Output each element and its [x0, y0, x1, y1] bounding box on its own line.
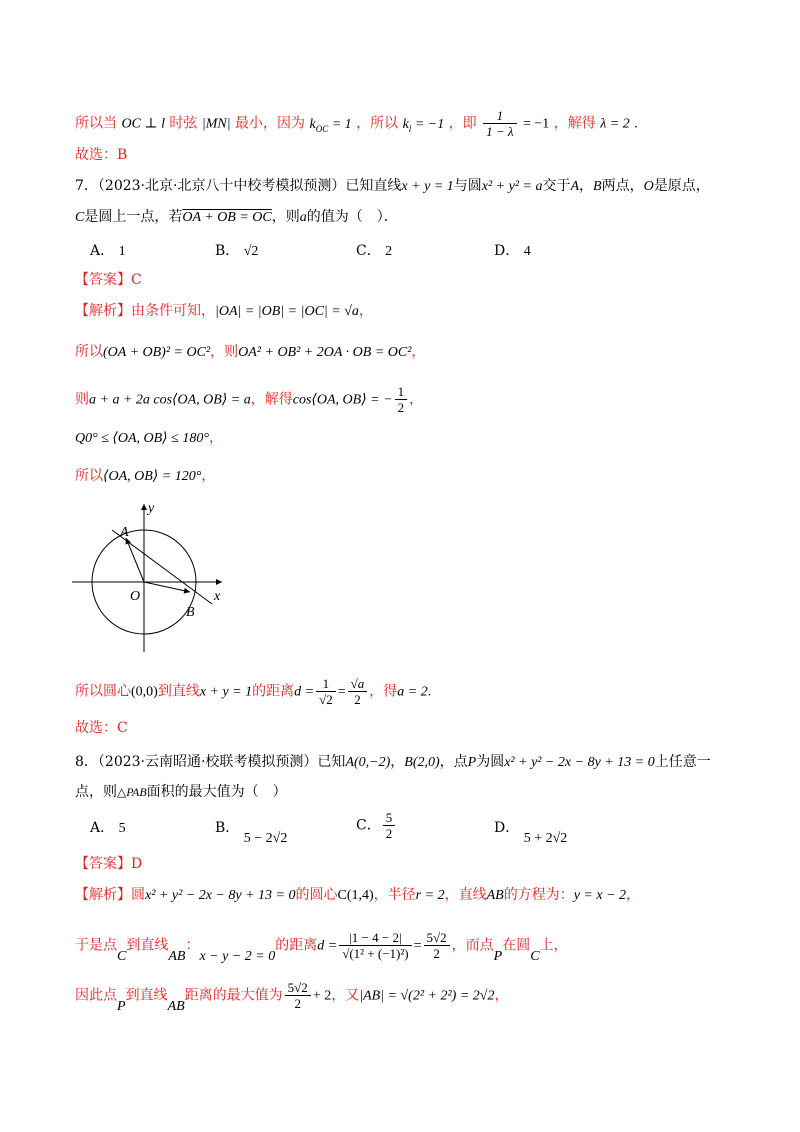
analysis-text: 则	[75, 391, 89, 408]
q7-analysis-step5	[75, 466, 215, 487]
q7-vector-equation: OA + OB = OC	[182, 210, 272, 225]
coordinate-diagram	[72, 496, 242, 656]
analysis-text: ，	[409, 391, 424, 408]
analysis-text: ，	[201, 468, 216, 484]
analysis-text: 的距离	[275, 937, 318, 954]
analysis-math: + 2	[312, 988, 332, 1004]
y-label: y	[148, 501, 155, 516]
analysis-math: ⟨OA, OB⟩ = 120°	[103, 469, 202, 484]
q6-math: OC ⊥ l	[121, 116, 165, 132]
q8-option-d[interactable]: D． 5 + 2√2	[494, 820, 568, 846]
q8-math: A(0,−2)	[345, 755, 391, 770]
q7-circle-figure	[72, 496, 242, 660]
analysis-text: ，得	[369, 683, 398, 700]
q7-analysis-step6	[75, 676, 431, 707]
analysis-math: |AB| = √(2² + 2²) = 2√2	[359, 988, 495, 1004]
analysis-text: 于是点	[75, 937, 117, 954]
q7-analysis-step1	[75, 301, 373, 322]
point-b-label: B	[186, 605, 195, 620]
analysis-text: 的距离	[252, 683, 295, 700]
analysis-text: 因此点	[75, 987, 117, 1004]
analysis-math: a + a + 2a cos⟨OA, OB⟩ = a	[89, 392, 251, 408]
q8-stem-text: ，	[390, 754, 405, 770]
analysis-text: 到直线	[126, 937, 169, 954]
analysis-math: AB	[486, 888, 504, 903]
analysis-math: P	[117, 998, 126, 1014]
q7-stem-text: 两点，	[601, 178, 644, 194]
q8-analysis-step2	[75, 930, 568, 964]
q7-math: A	[570, 179, 580, 194]
analysis-fraction: $\frac{1}{√2}$	[316, 676, 336, 707]
q7-option-c[interactable]: C． 2	[356, 243, 393, 259]
q7-stem-text: 的值为（ ）．	[306, 209, 398, 225]
analysis-math: C	[117, 948, 127, 964]
q7-analysis-step3	[75, 384, 423, 415]
analysis-text: 所以	[75, 344, 103, 360]
q7-math: x + y = 1	[401, 179, 454, 194]
analysis-tag: 【解析】	[75, 887, 131, 903]
q7-option-b[interactable]: B． √2	[215, 243, 259, 259]
analysis-fraction: $\frac{1}{2}$	[395, 384, 408, 415]
q7-math: C	[75, 210, 85, 225]
q7-math: x² + y² = a	[481, 179, 543, 194]
analysis-math: x − y − 2 = 0	[199, 948, 276, 964]
q8-stem-line1	[75, 752, 711, 773]
analysis-text: 所以	[75, 468, 103, 484]
analysis-math: C	[530, 948, 540, 964]
q6-period: .	[634, 116, 638, 132]
q7-stem-text: ，	[579, 178, 594, 194]
analysis-text: ，	[411, 344, 426, 360]
analysis-text: 圆	[131, 887, 145, 903]
analysis-fraction: $\frac{|1 - 4 - 2|}{\text{√(1² + (−1)²)}}$	[339, 930, 411, 961]
analysis-text: ：	[185, 937, 200, 954]
q8-answer: 【答案】D	[75, 856, 143, 872]
q8-stem-text: 8．（2023·云南昭通·校联考模拟预测）已知	[75, 754, 346, 770]
analysis-math: x + y = 1	[199, 684, 253, 700]
q8-option-b[interactable]: B． 5 − 2√2	[215, 820, 288, 846]
analysis-math: AB	[167, 998, 185, 1014]
q8-stem-text: 上任意一	[654, 754, 711, 770]
q7-stem-line2	[75, 207, 398, 228]
q8-stem-text: 为圆	[476, 754, 505, 770]
q6-text: ，所以	[356, 115, 399, 132]
q7-stem-text: 交于	[542, 178, 571, 194]
q6-text: 所以当	[75, 115, 117, 132]
q6-math: λ = 2	[600, 116, 630, 132]
q7-analysis-step2	[75, 342, 425, 363]
analysis-math: Q0° ≤ ⟨OA, OB⟩ ≤ 180°	[75, 431, 209, 446]
analysis-math: d =	[294, 684, 315, 700]
q7-stem-line1	[75, 176, 710, 197]
analysis-text: 的圆心	[295, 887, 338, 903]
analysis-math: a = 2	[397, 684, 428, 700]
q7-stem-text: 与圆	[453, 178, 482, 194]
option-c-fraction: $\frac{5}{2}$	[383, 810, 396, 841]
q6-math: $k_l = -1$	[402, 116, 445, 134]
q7-stem-text: ，则	[271, 209, 300, 225]
q8-math: P	[467, 755, 477, 770]
q8-option-c[interactable]: C． $\frac{5}{2}$	[356, 810, 397, 841]
q7-answer: 【答案】C	[75, 272, 142, 288]
q8-analysis-step3	[75, 980, 509, 1014]
origin-label: O	[130, 589, 141, 604]
q7-choice: 故选：C	[75, 720, 128, 736]
analysis-math: cos⟨OA, OB⟩ = −	[292, 392, 393, 408]
q8-stem-text: ，点	[439, 754, 468, 770]
vector-oa	[126, 538, 144, 582]
analysis-math: y = x − 2	[573, 888, 627, 903]
analysis-math: P	[493, 948, 503, 964]
q6-text: 时弦	[169, 115, 198, 132]
analysis-text: 由条件可知，	[131, 303, 215, 319]
q7-option-a[interactable]: A． 1	[90, 243, 126, 259]
analysis-text: ，	[358, 303, 373, 319]
analysis-text: ，解得	[250, 391, 293, 408]
analysis-math: (OA + OB)² = OC²	[103, 345, 211, 360]
q7-analysis-step4	[75, 428, 223, 449]
analysis-math: =	[413, 938, 422, 954]
analysis-math: =	[337, 684, 346, 700]
analysis-fraction: $\frac{5√2}{2}$	[424, 930, 450, 961]
analysis-text: ，半径	[373, 887, 416, 903]
q6-math: = −1	[522, 116, 550, 132]
analysis-text: 上，	[539, 937, 568, 954]
analysis-text: 距离的最大值为	[184, 987, 283, 1004]
analysis-fraction: $\frac{5√2}{2}$	[285, 980, 311, 1011]
q7-stem-text: 是原点，	[653, 178, 710, 194]
analysis-math: x² + y² − 2x − 8y + 13 = 0	[145, 888, 296, 903]
analysis-text: ，而点	[451, 937, 494, 954]
q6-text: ，即	[448, 115, 477, 132]
q8-stem-line2	[75, 782, 287, 802]
vector-ob	[144, 582, 190, 592]
analysis-text: ，	[494, 987, 509, 1004]
analysis-text: 的方程为：	[503, 887, 574, 903]
analysis-math: (0,0)	[131, 684, 158, 700]
q6-math: |MN|	[201, 116, 231, 132]
analysis-text: ，直线	[444, 887, 487, 903]
analysis-text: ，	[626, 887, 641, 903]
analysis-text: 到直线	[125, 987, 168, 1004]
q7-math: a	[299, 210, 307, 225]
q8-stem-text: 点，则	[75, 784, 117, 800]
q7-stem-text: 是圆上一点，若	[84, 209, 183, 225]
analysis-text: ，	[208, 430, 223, 446]
analysis-math: |OA| = |OB| = |OC| = √a	[215, 304, 359, 319]
analysis-text: .	[427, 684, 432, 700]
q6-choice: 故选：B	[75, 147, 128, 163]
q7-option-d[interactable]: D． 4	[494, 243, 531, 259]
q8-analysis-step1	[75, 885, 640, 906]
analysis-math: OA² + OB² + 2OA · OB = OC²	[238, 345, 412, 360]
analysis-text: ，则	[210, 344, 239, 360]
q7-stem-text: 7．（2023·北京·北京八十中校考模拟预测）已知直线	[75, 178, 402, 194]
analysis-math: AB	[168, 948, 186, 964]
q6-math: $k_{OC} = 1$	[309, 116, 352, 134]
q6-fraction: $\frac{1}{1 - \lambda}$	[483, 108, 516, 139]
analysis-text: 到直线	[157, 683, 200, 700]
q8-math: x² + y² − 2x − 8y + 13 = 0	[504, 755, 655, 770]
analysis-text: 所以圆心	[75, 683, 131, 700]
point-a-label: A	[120, 525, 129, 540]
q6-text: 最小，因为	[235, 115, 306, 132]
analysis-math: d =	[317, 938, 338, 954]
q8-math: △PAB	[117, 785, 147, 799]
q8-option-a[interactable]: A． 5	[90, 820, 126, 836]
q8-math: B(2,0)	[404, 755, 440, 770]
analysis-tag: 【解析】	[75, 303, 131, 319]
q8-stem-text: 面积的最大值为（ ）	[146, 784, 287, 800]
q7-math: B	[593, 179, 602, 194]
analysis-math: r = 2	[415, 888, 445, 903]
analysis-math: C(1,4)	[337, 888, 374, 903]
analysis-fraction: $\frac{√a}{2}$	[348, 676, 368, 707]
q6-solution-line	[75, 108, 638, 139]
analysis-text: ，又	[331, 987, 360, 1004]
analysis-text: 在圆	[502, 937, 531, 954]
q6-text: ，解得	[553, 115, 596, 132]
q7-math: O	[643, 179, 654, 194]
x-label: x	[214, 589, 221, 604]
